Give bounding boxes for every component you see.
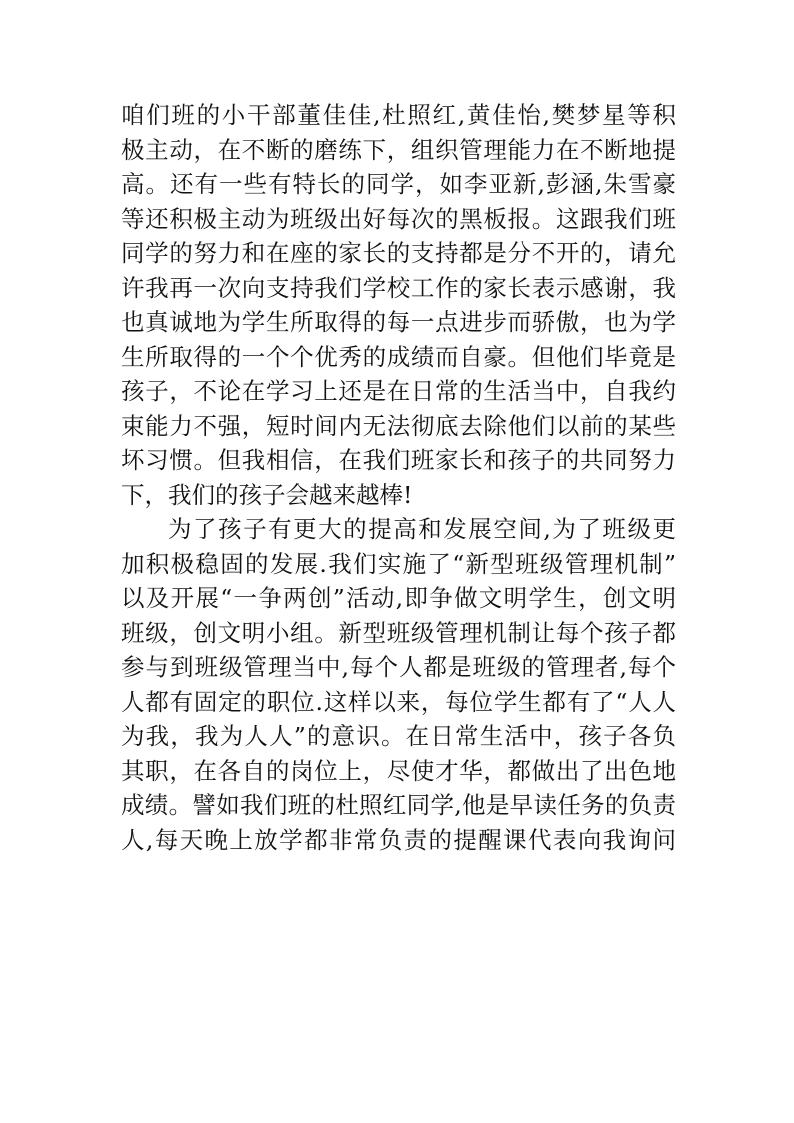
text-line: 坏习惯。但我相信，在我们班家长和孩子的共同努力 [121,446,676,474]
text-line: 也真诚地为学生所取得的每一点进步而骄傲，也为学 [121,308,676,336]
text-line: 班级，创文明小组。新型班级管理机制让每个孩子都 [121,618,676,647]
text-line: 咱们班的小干部董佳佳,杜照红,黄佳怡,樊梦星等积 [121,101,676,129]
text-line: 束能力不强，短时间内无法彻底去除他们以前的某些 [121,411,676,440]
text-line: 为了孩子有更大的提高和发展空间,为了班级更 [168,515,676,543]
text-line: 加积极稳固的发展.我们实施了“新型班级管理机制” [121,549,676,578]
text-line: 下，我们的孩子会越来越棒! [121,480,413,509]
text-line: 其职，在各自的岗位上，尽使才华，都做出了出色地 [121,756,676,785]
text-line: 参与到班级管理当中,每个人都是班级的管理者,每个 [121,653,676,681]
text-line: 等还积极主动为班级出好每次的黑板报。这跟我们班 [121,204,676,233]
text-line: 极主动，在不断的磨练下，组织管理能力在不断地提 [121,135,676,164]
text-line: 人都有固定的职位.这样以来，每位学生都有了“人人 [121,687,676,716]
paragraph-1 [121,98,676,512]
text-line: 同学的努力和在座的家长的支持都是分不开的，请允 [121,239,676,267]
body-text [121,98,676,857]
text-line: 孩子，不论在学习上还是在日常的生活当中，自我约 [121,377,676,405]
text-line: 成绩。譬如我们班的杜照红同学,他是早读任务的负责 [121,791,676,819]
text-line: 人,每天晚上放学都非常负责的提醒课代表向我询问 [121,825,676,854]
paragraph-2 [121,512,676,857]
text-line: 许我再一次向支持我们学校工作的家长表示感谢，我 [121,273,676,302]
text-line: 高。还有一些有特长的同学，如李亚新,彭涵,朱雪豪 [121,170,676,198]
text-line: 为我，我为人人”的意识。在日常生活中，孩子各负 [121,722,676,750]
text-line: 生所取得的一个个优秀的成绩而自豪。但他们毕竟是 [121,342,676,371]
text-line: 以及开展“一争两创”活动,即争做文明学生，创文明 [121,584,676,612]
